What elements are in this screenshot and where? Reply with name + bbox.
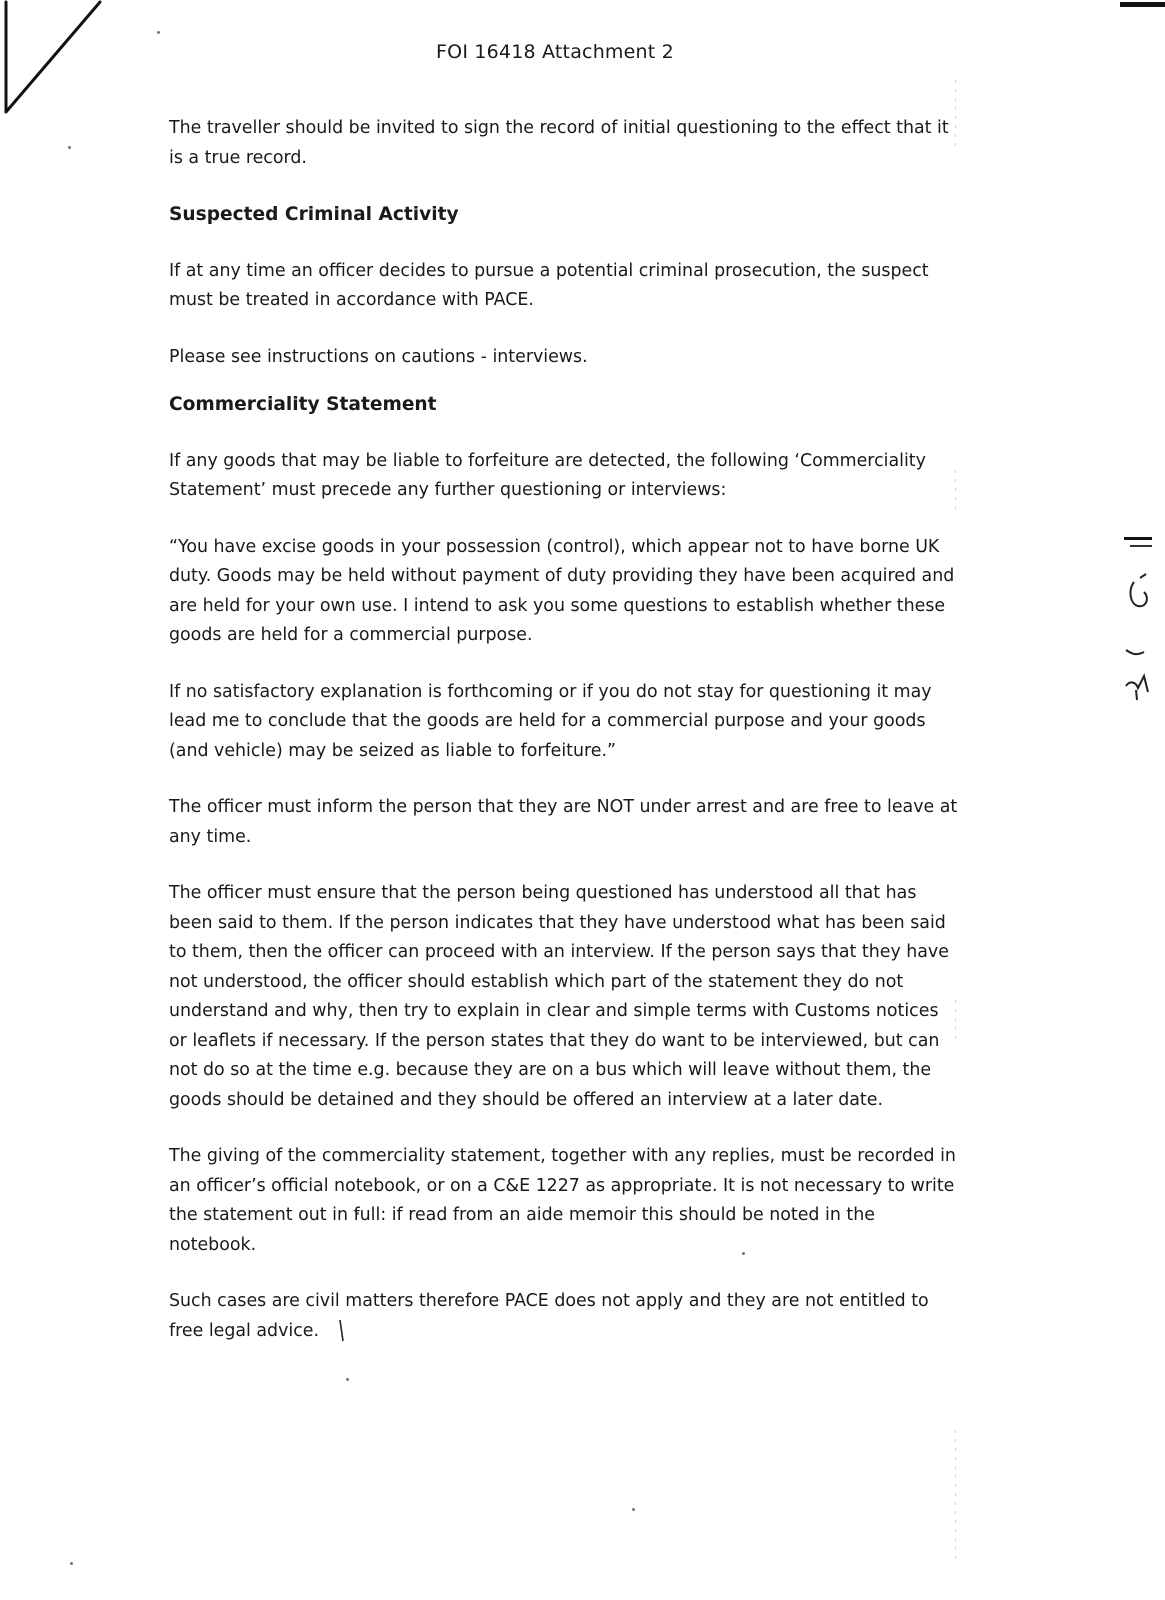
corner-pen-mark [0, 0, 120, 130]
criminal-paragraph-1: If at any time an officer decides to pursue a potential criminal prosecution, the suspect must be treated in accordance with PACE. [169, 260, 929, 310]
margin-handwriting-marks [1120, 0, 1165, 760]
document-title: FOI 16418 Attachment 2 [436, 41, 674, 63]
pen-stroke-mark [337, 1319, 347, 1343]
commerciality-paragraph-2: The officer must inform the person that they are NOT under arrest and are free to leave at any time. [169, 797, 958, 847]
intro-paragraph: The traveller should be invited to sign the record of initial questioning to the effect that it is a true record. [169, 118, 949, 168]
commerciality-quote-2: If no satisfactory explanation is forthcoming or if you do not stay for questioning it may lead me to conclude that the goods are held for a commercial purpose and your goods (and vehicle) may be seized as liable to forfeiture.” [169, 681, 932, 761]
commerciality-paragraph-5: Such cases are civil matters therefore PACE does not apply and they are not entitled to free legal advice. [169, 1291, 929, 1341]
heading-commerciality-statement: Commerciality Statement [169, 394, 437, 415]
criminal-paragraph-2: Please see instructions on cautions - interviews. [169, 346, 588, 367]
commerciality-paragraph-3: The officer must ensure that the person being questioned has understood all that has been said to them. If the person indicates that they have understood what has been said to them, then the officer can proceed with an interview. If the person says that they have not understood, the officer should establish which part of the statement they do not understand and why, then try to explain in clear and simple terms with Customs notices or leaflets if necessary. If the person states that they do want to be interviewed, but can not do so at the time e.g. because they are on a bus which will leave without them, the goods should be detained and they should be offered an interview at a later date. [169, 883, 949, 1110]
document-body [169, 114, 959, 1373]
commerciality-paragraph-4: The giving of the commerciality statement, together with any replies, must be recorded in an officer’s official notebook, or on a C&E 1227 as appropriate. It is not necessary to write the statement out in full: if read from an aide memoir this should be noted in the notebook. [169, 1146, 956, 1255]
commerciality-paragraph-1: If any goods that may be liable to forfeiture are detected, the following ‘Commerciality Statement’ must precede any further questioning or interviews: [169, 450, 926, 500]
commerciality-quote-1: “You have excise goods in your possession (control), which appear not to have borne UK duty. Goods may be held without payment of duty providing they have been acquired and are held for your own use. I intend to ask you some questions to establish whether these goods are held for a commercial purpose. [169, 536, 955, 645]
commerciality-paragraph-5-wrapper [169, 1287, 959, 1346]
heading-suspected-criminal-activity: Suspected Criminal Activity [169, 204, 459, 225]
